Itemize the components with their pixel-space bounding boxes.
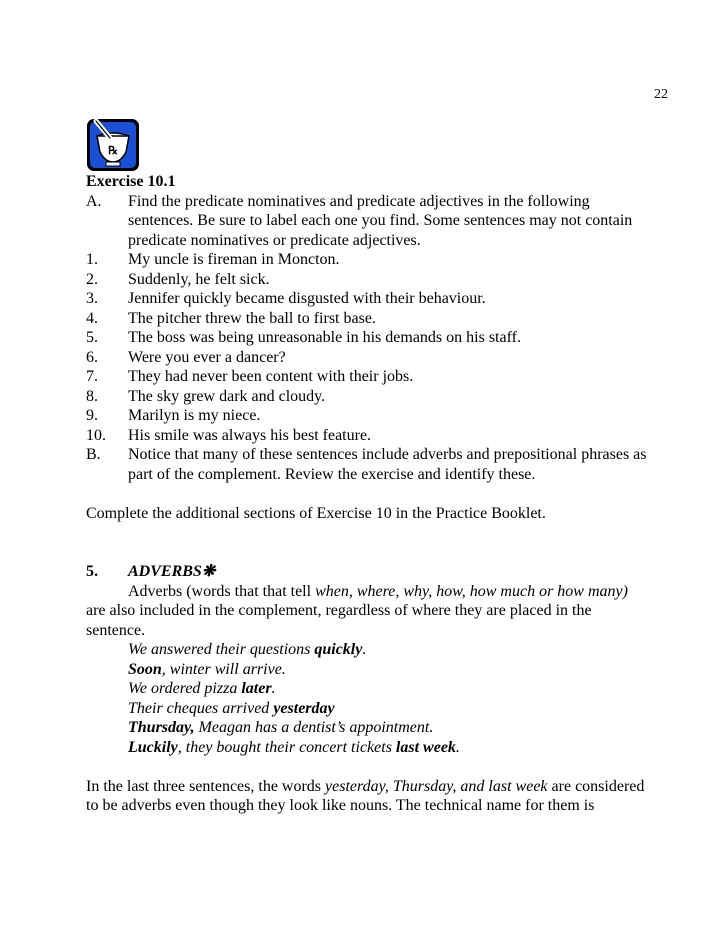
part-b-label: B. xyxy=(86,446,101,463)
item-text: The sky grew dark and cloudy. xyxy=(128,387,326,405)
asterism-icon: ❋ xyxy=(201,563,216,580)
part-a xyxy=(86,192,676,251)
item-text: Were you ever a dancer? xyxy=(128,348,286,366)
item-number: 10. xyxy=(86,426,106,444)
list-item xyxy=(86,367,676,387)
rx-symbol: ℞ xyxy=(108,145,118,157)
conclusion-text: In the last three sentences, the words xyxy=(86,777,326,795)
conclusion-italic: yesterday, Thursday, and last week xyxy=(325,777,548,795)
part-b-line: Notice that many of these sentences include adverbs and prepositional phrases as xyxy=(128,446,647,463)
part-a-line: predicate nominatives or predicate adjectives. xyxy=(128,231,421,249)
mortar-pestle-rx-icon xyxy=(86,118,140,172)
list-item xyxy=(86,426,676,446)
list-item xyxy=(86,387,676,407)
intro-line: sentence. xyxy=(86,621,146,639)
conclusion-text: are considered xyxy=(547,777,645,795)
part-a-line: sentences. Be sure to label each one you find. Some sentences may not contain xyxy=(128,212,633,229)
list-item xyxy=(86,348,676,368)
item-number: 6. xyxy=(86,348,98,366)
page-content xyxy=(86,172,676,816)
list-item xyxy=(86,328,676,348)
list-item xyxy=(86,289,676,309)
example-text: We answered their questions xyxy=(128,641,315,658)
item-text: My uncle is fireman in Moncton. xyxy=(128,251,340,268)
example-adverb: Luckily xyxy=(128,738,178,756)
part-a-label: A. xyxy=(86,192,102,210)
example-punct: . xyxy=(362,641,367,658)
part-b xyxy=(86,445,676,484)
item-number: 9. xyxy=(86,407,98,424)
section-heading xyxy=(86,562,676,582)
conclusion-line xyxy=(86,777,676,797)
item-text: His smile was always his best feature. xyxy=(128,426,372,444)
intro-line xyxy=(86,582,676,602)
example-sentence xyxy=(86,718,676,738)
example-punct: . xyxy=(271,680,276,697)
item-text: Marilyn is my niece. xyxy=(128,407,261,424)
example-adverb: yesterday xyxy=(273,699,335,717)
list-item xyxy=(86,250,676,270)
item-text: They had never been content with their jobs. xyxy=(128,368,414,385)
practice-note: Complete the additional sections of Exercise 10 in the Practice Booklet. xyxy=(86,504,546,522)
example-sentence xyxy=(86,679,676,699)
intro-italic: when, where, why, how, how much or how many) xyxy=(315,582,628,600)
intro-text: Adverbs (words that that tell xyxy=(128,582,316,600)
list-item xyxy=(86,270,676,290)
exercise-title: Exercise 10.1 xyxy=(86,173,176,190)
example-sentence xyxy=(86,738,676,758)
example-adverb: Soon xyxy=(128,660,162,678)
section-title: ADVERBS xyxy=(128,563,202,580)
example-adverb: quickly xyxy=(314,641,363,658)
item-text: The pitcher threw the ball to first base. xyxy=(128,309,376,327)
section-number: 5. xyxy=(86,563,98,580)
example-text: , winter will arrive. xyxy=(161,660,286,678)
example-adverb: later xyxy=(241,680,272,697)
list-item xyxy=(86,309,676,329)
item-text: The boss was being unreasonable in his demands on his staff. xyxy=(128,329,521,346)
part-b-line: part of the complement. Review the exercise and identify these. xyxy=(128,465,536,483)
part-a-line: Find the predicate nominatives and predicate adjectives in the following xyxy=(128,192,590,210)
example-sentence xyxy=(86,660,676,680)
example-adverb: Thursday, xyxy=(128,719,195,736)
example-adverb: last week xyxy=(395,738,456,756)
example-text: Their cheques arrived xyxy=(128,699,274,717)
intro-line: are also included in the complement, regardless of where they are placed in the xyxy=(86,602,592,619)
item-number: 2. xyxy=(86,270,98,288)
item-number: 1. xyxy=(86,251,98,268)
example-sentence xyxy=(86,640,676,660)
example-text: We ordered pizza xyxy=(128,680,242,697)
conclusion-line: to be adverbs even though they look like nouns. The technical name for them is xyxy=(86,797,595,814)
page-number: 22 xyxy=(654,87,668,102)
item-number: 5. xyxy=(86,329,98,346)
item-text: Jennifer quickly became disgusted with their behaviour. xyxy=(128,290,486,307)
list-item xyxy=(86,406,676,426)
example-text: Meagan has a dentist’s appointment. xyxy=(194,719,434,736)
example-punct: . xyxy=(455,738,460,756)
item-number: 3. xyxy=(86,290,98,307)
mortar-pestle-rx-graphic xyxy=(86,118,140,172)
item-number: 4. xyxy=(86,309,98,327)
item-number: 7. xyxy=(86,368,98,385)
item-text: Suddenly, he felt sick. xyxy=(128,270,270,288)
example-text: , they bought their concert tickets xyxy=(177,738,396,756)
item-number: 8. xyxy=(86,387,98,405)
example-sentence xyxy=(86,699,676,719)
